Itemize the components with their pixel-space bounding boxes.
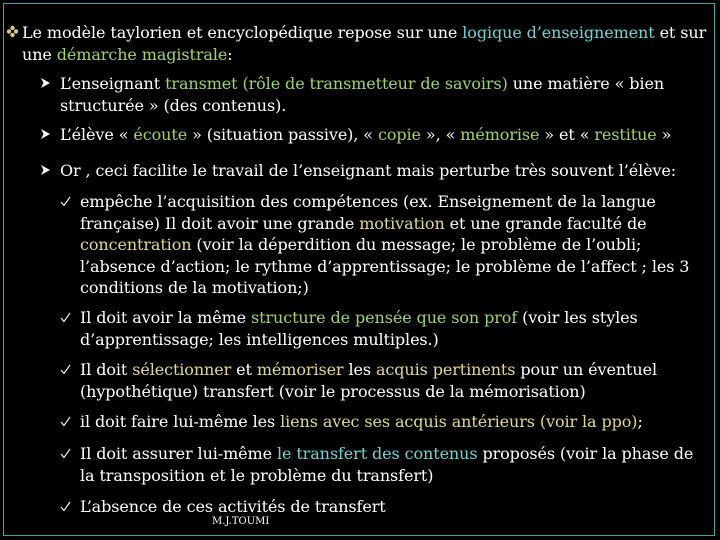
sub-list-item: [80, 359, 700, 402]
flower-bullet-icon: [6, 24, 19, 45]
checkmark-bullet-icon: [60, 361, 71, 382]
item-text: proposés (voir la phase de la transposition et le problème du transfert): [80, 444, 694, 485]
arrow-bullet-icon: [40, 162, 51, 183]
item-text: (voir la déperdition du message; le problème de l’oubli; l’absence d’action; le rythme d’apprentissage; le problème de l’affect ; les 3 conditions de la motivation;): [80, 235, 690, 297]
item-text: » (situation passive), «: [187, 125, 378, 144]
item-highlight: le transfert des contenus: [276, 444, 478, 463]
item-text: »: [656, 125, 672, 144]
checkmark-bullet-icon: [60, 413, 71, 434]
item-text: » et «: [539, 125, 595, 144]
item-highlight: acquis pertinents: [375, 360, 516, 379]
item-text: les: [343, 360, 376, 379]
item-text: Il doit avoir la même: [80, 308, 252, 327]
item-highlight: mémoriser: [256, 360, 344, 379]
item-text: L’élève «: [60, 125, 134, 144]
item-text: », «: [420, 125, 461, 144]
item-highlight: sélectionner: [132, 360, 232, 379]
checkmark-bullet-icon: [60, 445, 71, 466]
item-text: Il doit: [80, 360, 133, 379]
sub-list-item: [80, 307, 670, 350]
intro-text: Le modèle taylorien et encyclopédique repose sur une: [22, 23, 463, 42]
item-text: ;: [637, 412, 643, 431]
intro-text: :: [227, 44, 233, 64]
item-text: il doit faire lui-même les: [80, 412, 281, 431]
item-text: pour un éventuel (hypothétique) transfert (voir le processus de la mémorisation): [80, 360, 657, 401]
item-highlight: motivation: [359, 213, 445, 233]
item-text: empêche l’acquisition des compétences (ex. Enseignement de la langue française) Il doit avoir une grande: [80, 192, 656, 233]
item-text: et une grande faculté de: [444, 213, 647, 233]
sub-list-item: [80, 411, 700, 433]
item-text: une matière « bien structurée » (des contenus).: [60, 74, 665, 115]
author-signature: M.J.TOUMI: [212, 516, 270, 527]
sub-list-item: [80, 496, 680, 518]
checkmark-bullet-icon: [60, 193, 71, 214]
item-highlight: liens avec ses acquis antérieurs (voir la ppo): [280, 412, 638, 431]
arrow-bullet-icon: [40, 126, 51, 147]
sub-list-item: [80, 443, 712, 486]
list-item: [60, 160, 715, 182]
item-highlight: mémorise: [460, 125, 540, 144]
item-text: et: [231, 360, 257, 379]
item-highlight: restitue: [594, 125, 657, 144]
item-highlight: copie: [377, 125, 421, 144]
checkmark-bullet-icon: [60, 498, 71, 519]
item-text: Or , ceci facilite le travail de l’enseignant mais perturbe très souvent l’élève:: [60, 161, 677, 180]
item-text: L’absence de ces activités de transfert: [80, 497, 386, 516]
item-highlight: structure de pensée que son prof: [251, 308, 518, 327]
intro-text: et sur une: [22, 23, 707, 64]
checkmark-bullet-icon: [60, 309, 71, 330]
item-highlight: transmet (rôle de transmetteur de savoirs): [165, 74, 508, 93]
item-highlight: concentration: [80, 235, 192, 254]
item-text: Il doit assurer lui-même: [80, 444, 277, 463]
intro-highlight: logique d’enseignement: [462, 23, 655, 42]
arrow-bullet-icon: [40, 75, 51, 96]
intro-highlight: démarche magistrale: [56, 44, 228, 64]
item-highlight: écoute: [133, 125, 188, 144]
item-text: (voir les styles d’apprentissage; les intelligences multiples.): [80, 308, 638, 349]
intro-paragraph: [22, 22, 716, 65]
sub-list-item: [80, 191, 690, 299]
list-item: [60, 73, 700, 116]
list-item: [60, 124, 710, 146]
item-text: L’enseignant: [60, 74, 166, 93]
